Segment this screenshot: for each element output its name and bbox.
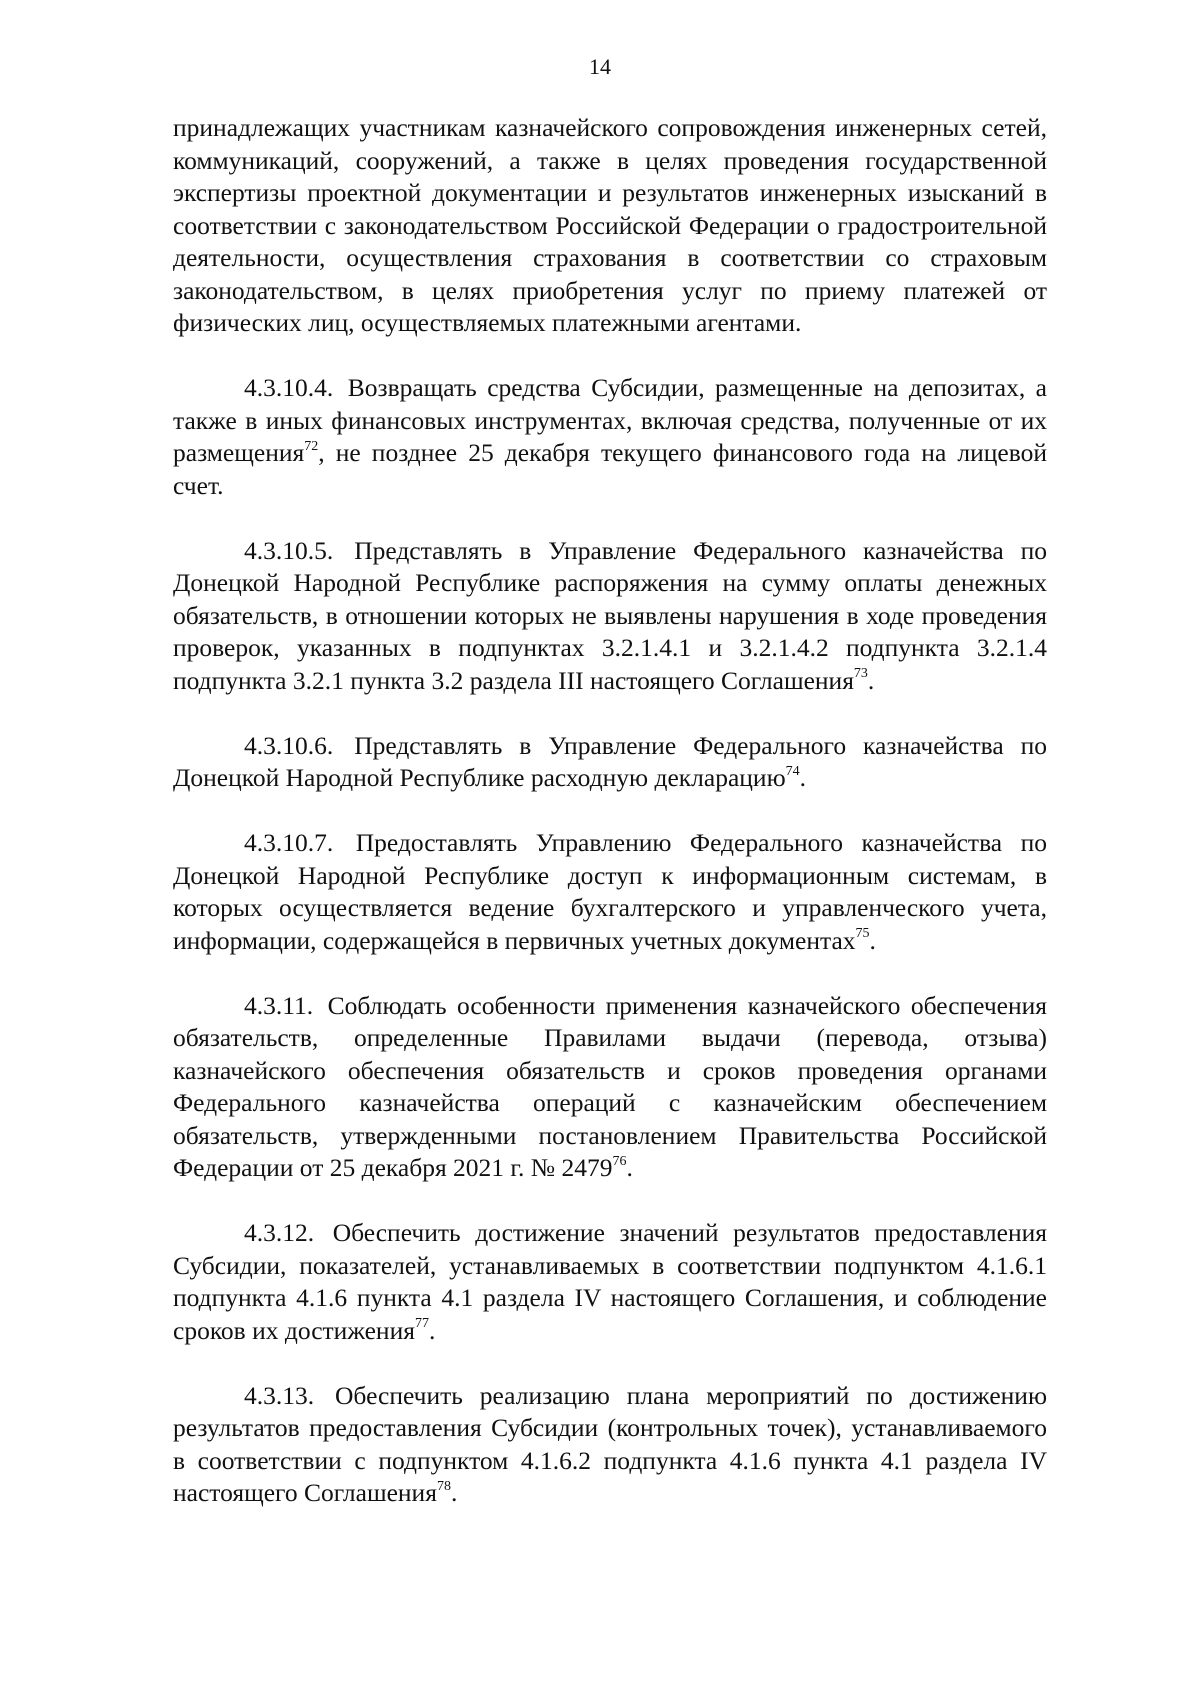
- footnote-ref: 73: [853, 666, 868, 681]
- paragraph-text: принадлежащих участникам казначейского сопровождения инженерных сетей, коммуникаций, сооружений, а также в целях проведения государственной экспертизы проектной документации и результатов инженерных изысканий в соответствии с законодательством Российской Федерации о градостроительной деятельности, осуществления страхования в соответствии со страховым законодательством, в целях приобретения услуг по приему платежей от физических лиц, осуществляемых платежными агентами.: [173, 113, 1047, 337]
- paragraph-text-after: .: [799, 763, 806, 792]
- paragraph-number: 4.3.10.7.: [244, 828, 334, 857]
- paragraph-text: Представлять в Управление Федерального казначейства по Донецкой Народной Республике распоряжения на сумму оплаты денежных обязательств, в отношении которых не выявлены нарушения в ходе проведения проверок, указанных в подпунктах 3.2.1.4.1 и 3.2.1.4.2 подпункта 3.2.1.4 подпункта 3.2.1 пункта 3.2 раздела III настоящего Соглашения: [173, 535, 1047, 695]
- footnote-ref: 78: [436, 1478, 451, 1494]
- paragraph-text-after: .: [867, 665, 875, 695]
- paragraph-text: Обеспечить реализацию плана мероприятий по достижению результатов предоставления Субсидии (контрольных точек), устанавливаемого в соответствии с подпунктом 4.1.6.2 подпункта 4.1.6 пункта 4.1 раздела IV настоящего Соглашения: [173, 1380, 1047, 1507]
- paragraph-text: Предоставлять Управлению Федерального казначейства по Донецкой Народной Республике доступ к информационным системам, в которых осуществляется ведение бухгалтерского и управленческого учета, информации, содержащейся в первичных учетных документах: [173, 828, 1047, 955]
- paragraph-continuation: [173, 112, 1047, 340]
- paragraph-number: 4.3.11.: [244, 990, 314, 1020]
- footnote-ref: 77: [414, 1316, 429, 1331]
- footnote-ref: 72: [304, 438, 319, 454]
- paragraph-number: 4.3.12.: [244, 1218, 315, 1247]
- paragraph-4-3-10-4: [173, 372, 1047, 502]
- paragraph-number: 4.3.10.6.: [244, 730, 334, 760]
- paragraph-text: Обеспечить достижение значений результатов предоставления Субсидии, показателей, устанавливаемых в соответствии подпунктом 4.1.6.1 подпункта 4.1.6 пункта 4.1 раздела IV настоящего Соглашения, и соблюдение сроков их достижения: [173, 1218, 1047, 1345]
- paragraph-text: Возвращать средства Субсидии, размещенные на депозитах, а также в иных финансовых инструментах, включая средства, полученные от их размещения: [173, 373, 1048, 467]
- paragraph-text-after: , не позднее 25 декабря текущего финансового года на лицевой счет.: [173, 438, 1047, 500]
- paragraph-text-after: .: [626, 1153, 633, 1182]
- paragraph-4-3-10-6: [173, 730, 1047, 795]
- page-number: 14: [589, 54, 611, 79]
- paragraph-text: Представлять в Управление Федерального казначейства по Донецкой Народной Республике расходную декларацию: [173, 730, 1047, 792]
- paragraph-number: 4.3.10.5.: [244, 535, 334, 565]
- document-body: [173, 112, 1047, 1510]
- paragraph-4-3-10-5: [173, 535, 1047, 698]
- footnote-ref: 75: [855, 926, 870, 941]
- paragraph-text-after: .: [450, 1478, 458, 1507]
- paragraph-text-after: .: [869, 925, 876, 955]
- footnote-ref: 74: [785, 763, 800, 779]
- paragraph-4-3-12: [173, 1217, 1047, 1347]
- paragraph-number: 4.3.10.4.: [244, 373, 334, 402]
- paragraph-4-3-11: [173, 990, 1047, 1185]
- paragraph-number: 4.3.13.: [244, 1380, 315, 1410]
- footnote-ref: 76: [612, 1153, 627, 1169]
- paragraph-4-3-10-7: [173, 827, 1047, 957]
- paragraph-4-3-13: [173, 1380, 1047, 1510]
- paragraph-text: Соблюдать особенности применения казначейского обеспечения обязательств, определенные Правилами выдачи (перевода, отзыва) казначейского обеспечения обязательств и сроков проведения органами Федерального казначейства операций с казначейским обеспечением обязательств, утвержденными постановлением Правительства Российской Федерации от 25 декабря 2021 г. № 2479: [173, 990, 1048, 1182]
- paragraph-text-after: .: [428, 1315, 436, 1345]
